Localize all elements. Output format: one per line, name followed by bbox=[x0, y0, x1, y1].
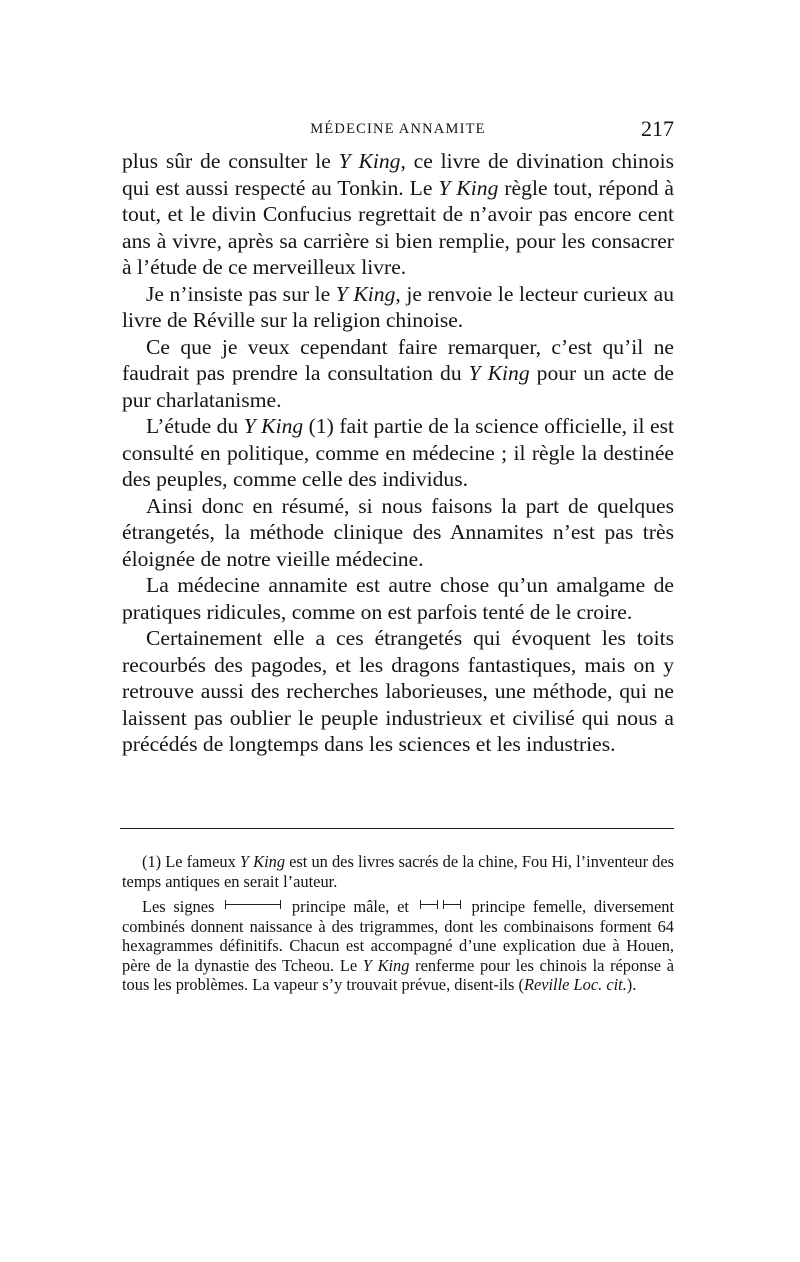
page-number: 217 bbox=[641, 116, 674, 141]
body-text bbox=[122, 148, 674, 758]
unbroken-line-sign-icon bbox=[225, 904, 281, 913]
footnote-text: principe femelle, diversement combinés donnent naissance à des trigrammes, dont les combinaisons forment 64 hexagrammes définitifs. Chacun est accompagné d’une explication due à Houen, père de la dynastie des Tcheou. Le bbox=[122, 897, 675, 975]
paragraph-2 bbox=[122, 281, 674, 334]
footnote-text: ). bbox=[626, 975, 637, 994]
book-title: Y King bbox=[335, 281, 396, 306]
footnote-text: renferme pour les chinois la réponse à tous les problèmes. La vapeur s’y trouvait prévue, disent-ils ( bbox=[122, 955, 674, 994]
book-title: Y King bbox=[468, 361, 530, 385]
paragraph-5: Ainsi donc en résumé, si nous faisons la part de quelques étrangetés, la méthode clinique des Annamites n’est pas très éloignée de notre vieille médecine. bbox=[122, 493, 674, 571]
paragraph-text: L’étude du bbox=[146, 414, 244, 438]
broken-line-sign-right-icon bbox=[443, 904, 461, 913]
footnote-1 bbox=[122, 852, 674, 891]
paragraph-text: (1) fait partie de la science officielle, il est consulté en politique, comme en médecine ; il règle la destinée des peuples, comme celle des individus. bbox=[122, 414, 674, 491]
paragraph-text: , ce livre de divination chinois qui est aussi respecté au Tonkin. Le bbox=[122, 149, 674, 200]
paragraph-text: pour un acte de pur charlatanisme. bbox=[122, 361, 674, 412]
book-title: Y King bbox=[239, 852, 286, 871]
book-title: Y King bbox=[362, 955, 410, 975]
paragraph-7: Certainement elle a ces étrangetés qui évoquent les toits recourbés des pagodes, et les dragons fantastiques, mais on y retrouve aussi des recherches laborieuses, une méthode, qui ne laissent pas oublier le peuple industrieux et civilisé qui nous a précédés de longtemps dans les sciences et les industries. bbox=[122, 626, 674, 756]
running-head bbox=[122, 118, 674, 142]
footnote-divider bbox=[120, 828, 674, 829]
footnote-1-continued bbox=[122, 897, 674, 995]
footnote-text: (1) Le fameux bbox=[142, 852, 240, 871]
paragraph-text: , je renvoie le lecteur curieux au livre de Réville sur la religion chinoise. bbox=[122, 281, 675, 332]
paragraph-6: La médecine annamite est autre chose qu’un amalgame de pratiques ridicules, comme on est parfois tenté de le croire. bbox=[122, 573, 674, 624]
paragraph-3 bbox=[122, 334, 674, 414]
citation: Reville Loc. cit. bbox=[523, 975, 627, 994]
running-title: MÉDECINE ANNAMITE bbox=[310, 121, 486, 137]
footnotes bbox=[122, 852, 674, 995]
book-title: Y King bbox=[438, 175, 499, 200]
paragraph-text: règle tout, répond à tout, et le divin Confucius regrettait de n’avoir pas encore cent ans à vivre, après sa carrière si bien remplie, pour les consacrer à l’étude de ce merveilleux livre. bbox=[122, 175, 675, 279]
footnote-text: Les signes bbox=[142, 897, 223, 916]
paragraph-1 bbox=[122, 148, 674, 281]
footnote-text: principe mâle, et bbox=[284, 897, 417, 916]
book-title: Y King bbox=[243, 414, 304, 438]
paragraph-4 bbox=[122, 413, 674, 493]
paragraph-text: Ce que je veux cependant faire remarquer, c’est qu’il ne faudrait pas prendre la consultation du bbox=[122, 334, 674, 385]
broken-line-sign-left-icon bbox=[420, 904, 438, 913]
book-title: Y King bbox=[338, 149, 401, 173]
paragraph-text: plus sûr de consulter le bbox=[122, 149, 339, 173]
footnote-text: est un des livres sacrés de la chine, Fou Hi, l’inventeur des temps antiques en serait l’auteur. bbox=[122, 852, 675, 891]
paragraph-text: Je n’insiste pas sur le bbox=[146, 281, 336, 306]
